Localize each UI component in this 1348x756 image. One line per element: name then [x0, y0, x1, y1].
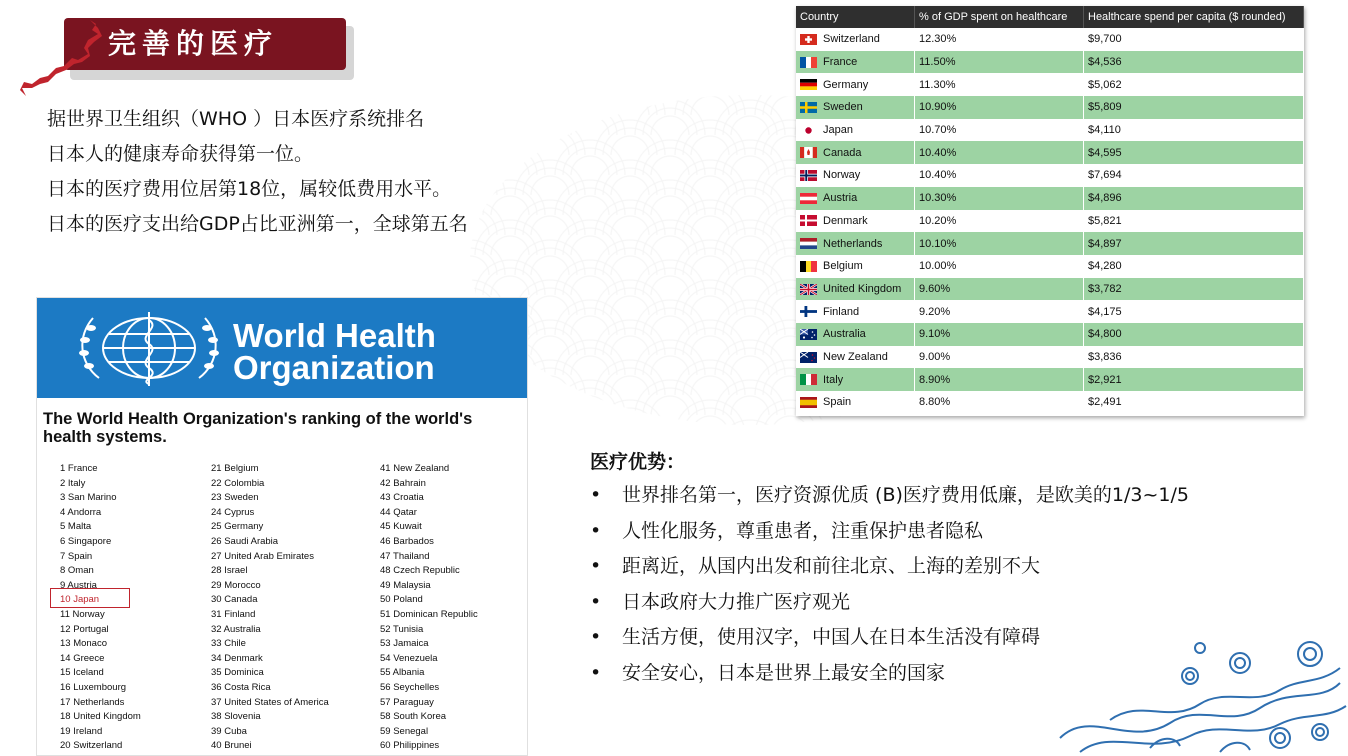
spend-per-capita-cell: $7,694: [1084, 164, 1304, 187]
ranking-entry: 56 Seychelles: [380, 681, 440, 693]
advantage-item: [590, 514, 1189, 550]
country-name: Spain: [823, 396, 852, 409]
ranking-entry: 13 Monaco: [60, 638, 108, 650]
country-cell: [796, 164, 915, 187]
country-cell: [796, 28, 915, 51]
ranking-entry: 19 Ireland: [60, 725, 103, 737]
table-row: [796, 346, 1304, 369]
canada-flag-icon: [800, 147, 817, 158]
ranking-entry: 28 Israel: [211, 565, 248, 577]
gdp-percent-cell: 10.40%: [915, 141, 1084, 164]
denmark-flag-icon: [800, 215, 817, 226]
column-header-gdp: % of GDP spent on healthcare: [915, 6, 1084, 28]
ranking-entry: 39 Cuba: [211, 725, 247, 737]
advantage-text: 生活方便，使用汉字，中国人在日本生活没有障碍: [622, 626, 1041, 648]
ranking-entry: 10 Japan: [60, 594, 100, 606]
ranking-entry: 34 Denmark: [211, 652, 263, 664]
ranking-entry: 35 Dominica: [211, 667, 264, 679]
healthcare-spend-table-image: [796, 6, 1304, 416]
ranking-entry: 17 Netherlands: [60, 696, 125, 708]
spend-per-capita-cell: $5,809: [1084, 96, 1304, 119]
advantage-item: [590, 478, 1189, 514]
ranking-entry: 16 Luxembourg: [60, 681, 127, 693]
country-cell: [796, 346, 915, 369]
ranking-entry: 46 Barbados: [380, 535, 434, 547]
advantages-title: 医疗优势：: [590, 451, 686, 473]
decorative-waves-icon: [1050, 628, 1348, 756]
japan-flag-icon: [800, 125, 817, 136]
country-cell: [796, 278, 915, 301]
ranking-entry: 45 Kuwait: [380, 521, 422, 533]
ranking-entry: 41 New Zealand: [380, 463, 450, 474]
who-emblem-icon: [69, 308, 229, 390]
sweden-flag-icon: [800, 102, 817, 113]
country-name: Australia: [823, 328, 866, 341]
ranking-entry: 49 Malaysia: [380, 579, 431, 591]
gdp-percent-cell: 11.30%: [915, 73, 1084, 96]
spend-per-capita-cell: $4,800: [1084, 323, 1304, 346]
germany-flag-icon: [800, 79, 817, 90]
ranking-entry: 59 Senegal: [380, 725, 429, 737]
gdp-percent-cell: 8.80%: [915, 391, 1084, 414]
country-name: Austria: [823, 192, 858, 205]
spend-per-capita-cell: $2,491: [1084, 391, 1304, 414]
slide-title: 完善的医疗: [64, 18, 346, 70]
italy-flag-icon: [800, 374, 817, 385]
intro-line: 日本的医疗支出给GDP占比亚洲第一，全球第五名: [47, 213, 468, 235]
who-header: [37, 298, 528, 398]
who-org-name-line2: Organization: [233, 349, 435, 386]
table-row: [796, 300, 1304, 323]
ranking-entry: 21 Belgium: [211, 463, 259, 474]
country-cell: [796, 119, 915, 142]
bullet-icon: •: [590, 590, 602, 613]
gdp-percent-cell: 9.10%: [915, 323, 1084, 346]
spend-per-capita-cell: $3,782: [1084, 278, 1304, 301]
country-cell: [796, 141, 915, 164]
ranking-entry: 27 United Arab Emirates: [211, 550, 314, 562]
ranking-entry: 23 Sweden: [211, 492, 259, 504]
switzerland-flag-icon: [800, 34, 817, 45]
slide-title-block: [18, 18, 338, 98]
spend-per-capita-cell: $9,700: [1084, 28, 1304, 51]
intro-line: 日本人的健康寿命获得第一位。: [47, 143, 314, 165]
finland-flag-icon: [800, 306, 817, 317]
table-row: [796, 210, 1304, 233]
gdp-percent-cell: 10.30%: [915, 187, 1084, 210]
ranking-entry: 3 San Marino: [60, 492, 117, 504]
country-cell: [796, 323, 915, 346]
ranking-entry: 9 Austria: [60, 579, 97, 591]
country-name: Netherlands: [823, 237, 883, 250]
spend-per-capita-cell: $4,536: [1084, 51, 1304, 74]
ranking-entry: 31 Finland: [211, 608, 256, 620]
bullet-icon: •: [590, 661, 602, 684]
ranking-entry: 47 Thailand: [380, 550, 430, 562]
japan-map-icon: [18, 18, 108, 98]
gdp-percent-cell: 10.20%: [915, 210, 1084, 233]
country-cell: [796, 210, 915, 233]
ranking-entry: 12 Portugal: [60, 623, 109, 635]
belgium-flag-icon: [800, 261, 817, 272]
country-cell: [796, 391, 915, 414]
ranking-entry: 53 Jamaica: [380, 638, 429, 650]
ranking-entry: 58 South Korea: [380, 711, 447, 723]
gdp-percent-cell: 8.90%: [915, 368, 1084, 391]
country-name: Switzerland: [823, 33, 880, 46]
healthcare-spend-table: [796, 6, 1304, 414]
ranking-entry: 36 Costa Rica: [211, 681, 271, 693]
advantage-text: 世界排名第一，医疗资源优质 (B)医疗费用低廉，是欧美的1/3~1/5: [622, 484, 1189, 506]
ranking-entry: 6 Singapore: [60, 535, 112, 547]
ranking-entry: 42 Bahrain: [380, 477, 426, 489]
ranking-entry: 50 Poland: [380, 594, 423, 606]
country-name: Norway: [823, 169, 861, 182]
table-row: [796, 391, 1304, 414]
ranking-entry: 25 Germany: [211, 521, 264, 533]
ranking-entry: 33 Chile: [211, 638, 246, 650]
country-name: Finland: [823, 305, 860, 318]
country-name: Denmark: [823, 214, 868, 227]
gdp-percent-cell: 10.40%: [915, 164, 1084, 187]
intro-text: [47, 102, 468, 242]
country-name: Belgium: [823, 260, 863, 273]
spend-per-capita-cell: $4,280: [1084, 255, 1304, 278]
table-row: [796, 73, 1304, 96]
ranking-entry: 22 Colombia: [211, 477, 265, 489]
spend-per-capita-cell: $4,175: [1084, 300, 1304, 323]
ranking-entry: 8 Oman: [60, 565, 94, 577]
who-org-name: [233, 317, 436, 386]
spend-per-capita-cell: $4,896: [1084, 187, 1304, 210]
netherlands-flag-icon: [800, 238, 817, 249]
who-org-name-line1: World Health: [233, 317, 436, 354]
country-name: Sweden: [823, 101, 863, 114]
ranking-entry: 38 Slovenia: [211, 711, 261, 723]
bullet-icon: •: [590, 519, 602, 542]
country-name: United Kingdom: [823, 282, 902, 295]
gdp-percent-cell: 12.30%: [915, 28, 1084, 51]
ranking-entry: 30 Canada: [211, 594, 258, 606]
table-row: [796, 51, 1304, 74]
country-name: Italy: [823, 373, 844, 386]
ranking-column-2: [211, 462, 329, 754]
country-cell: [796, 73, 915, 96]
advantage-text: 日本政府大力推广医疗观光: [622, 590, 851, 613]
ranking-entry: 48 Czech Republic: [380, 565, 460, 577]
ranking-entry: 4 Andorra: [60, 506, 102, 518]
spend-per-capita-cell: $3,836: [1084, 346, 1304, 369]
ranking-entry: 7 Spain: [60, 550, 93, 562]
spend-per-capita-cell: $5,062: [1084, 73, 1304, 96]
gdp-percent-cell: 10.70%: [915, 119, 1084, 142]
ranking-entry: 2 Italy: [60, 477, 86, 489]
table-row: [796, 28, 1304, 51]
country-cell: [796, 187, 915, 210]
country-name: Germany: [823, 78, 869, 91]
table-row: [796, 255, 1304, 278]
spend-per-capita-cell: $4,897: [1084, 232, 1304, 255]
ranking-entry: 52 Tunisia: [380, 623, 424, 635]
ranking-entry: 40 Brunei: [211, 740, 252, 752]
ranking-entry: 15 Iceland: [60, 667, 104, 679]
bullet-icon: •: [590, 555, 602, 577]
gdp-percent-cell: 10.00%: [915, 255, 1084, 278]
country-cell: [796, 255, 915, 278]
ranking-entry: 32 Australia: [211, 623, 261, 635]
bullet-icon: •: [590, 484, 602, 506]
table-row: [796, 164, 1304, 187]
ranking-entry: 29 Morocco: [211, 579, 261, 591]
advantage-text: 人性化服务，尊重患者，注重保护患者隐私: [622, 519, 984, 542]
ranking-entry: 60 Philippines: [380, 740, 440, 752]
gdp-percent-cell: 9.00%: [915, 346, 1084, 369]
table-row: [796, 119, 1304, 142]
column-header-country: Country: [796, 6, 915, 28]
ranking-entry: 54 Venezuela: [380, 652, 438, 664]
who-caption: The World Health Organization's ranking of the world's health systems.: [43, 410, 473, 446]
country-name: France: [823, 56, 858, 69]
country-cell: [796, 232, 915, 255]
ranking-entry: 55 Albania: [380, 667, 425, 679]
spend-per-capita-cell: $4,595: [1084, 141, 1304, 164]
ranking-entry: 1 France: [60, 463, 98, 474]
table-header-row: [796, 6, 1304, 28]
gdp-percent-cell: 10.10%: [915, 232, 1084, 255]
country-name: Japan: [823, 124, 853, 137]
bullet-icon: •: [590, 626, 602, 648]
australia-flag-icon: [800, 329, 817, 340]
new-zealand-flag-icon: [800, 352, 817, 363]
country-cell: [796, 51, 915, 74]
ranking-column-3: [380, 462, 478, 754]
spain-flag-icon: [800, 397, 817, 408]
advantage-item: [590, 585, 1189, 621]
gdp-percent-cell: 9.20%: [915, 300, 1084, 323]
who-ranking-image: [36, 297, 528, 756]
ranking-entry: 43 Croatia: [380, 492, 424, 504]
country-name: New Zealand: [823, 350, 888, 363]
ranking-entry: 11 Norway: [60, 608, 105, 620]
ranking-entry: 5 Malta: [60, 521, 92, 533]
ranking-entry: 26 Saudi Arabia: [211, 535, 279, 547]
advantage-text: 安全安心，日本是世界上最安全的国家: [622, 661, 946, 684]
intro-line: 日本的医疗费用位居第18位，属较低费用水平。: [47, 178, 452, 200]
ranking-entry: 57 Paraguay: [380, 696, 434, 708]
country-name: Canada: [823, 146, 862, 159]
ranking-entry: 20 Switzerland: [60, 740, 123, 752]
ranking-entry: 18 United Kingdom: [60, 711, 141, 723]
gdp-percent-cell: 11.50%: [915, 51, 1084, 74]
country-cell: [796, 96, 915, 119]
table-row: [796, 96, 1304, 119]
spend-per-capita-cell: $4,110: [1084, 119, 1304, 142]
country-cell: [796, 368, 915, 391]
japan-rank-highlight-box: [50, 588, 130, 608]
advantage-item: [590, 549, 1189, 585]
table-row: [796, 187, 1304, 210]
table-row: [796, 278, 1304, 301]
table-row: [796, 141, 1304, 164]
table-row: [796, 323, 1304, 346]
country-cell: [796, 300, 915, 323]
ranking-entry: 24 Cyprus: [211, 506, 255, 518]
table-row: [796, 368, 1304, 391]
austria-flag-icon: [800, 193, 817, 204]
advantage-text: 距离近，从国内出发和前往北京、上海的差别不大: [622, 555, 1041, 577]
ranking-entry: 44 Qatar: [380, 506, 417, 518]
ranking-entry: 14 Greece: [60, 652, 105, 664]
table-row: [796, 232, 1304, 255]
ranking-entry: 37 United States of America: [211, 696, 329, 708]
intro-line: 据世界卫生组织（WHO ）日本医疗系统排名: [47, 108, 425, 130]
gdp-percent-cell: 10.90%: [915, 96, 1084, 119]
france-flag-icon: [800, 57, 817, 68]
united-kingdom-flag-icon: [800, 284, 817, 295]
gdp-percent-cell: 9.60%: [915, 278, 1084, 301]
norway-flag-icon: [800, 170, 817, 181]
spend-per-capita-cell: $2,921: [1084, 368, 1304, 391]
column-header-spend: Healthcare spend per capita ($ rounded): [1084, 6, 1304, 28]
spend-per-capita-cell: $5,821: [1084, 210, 1304, 233]
ranking-entry: 51 Dominican Republic: [380, 608, 478, 620]
